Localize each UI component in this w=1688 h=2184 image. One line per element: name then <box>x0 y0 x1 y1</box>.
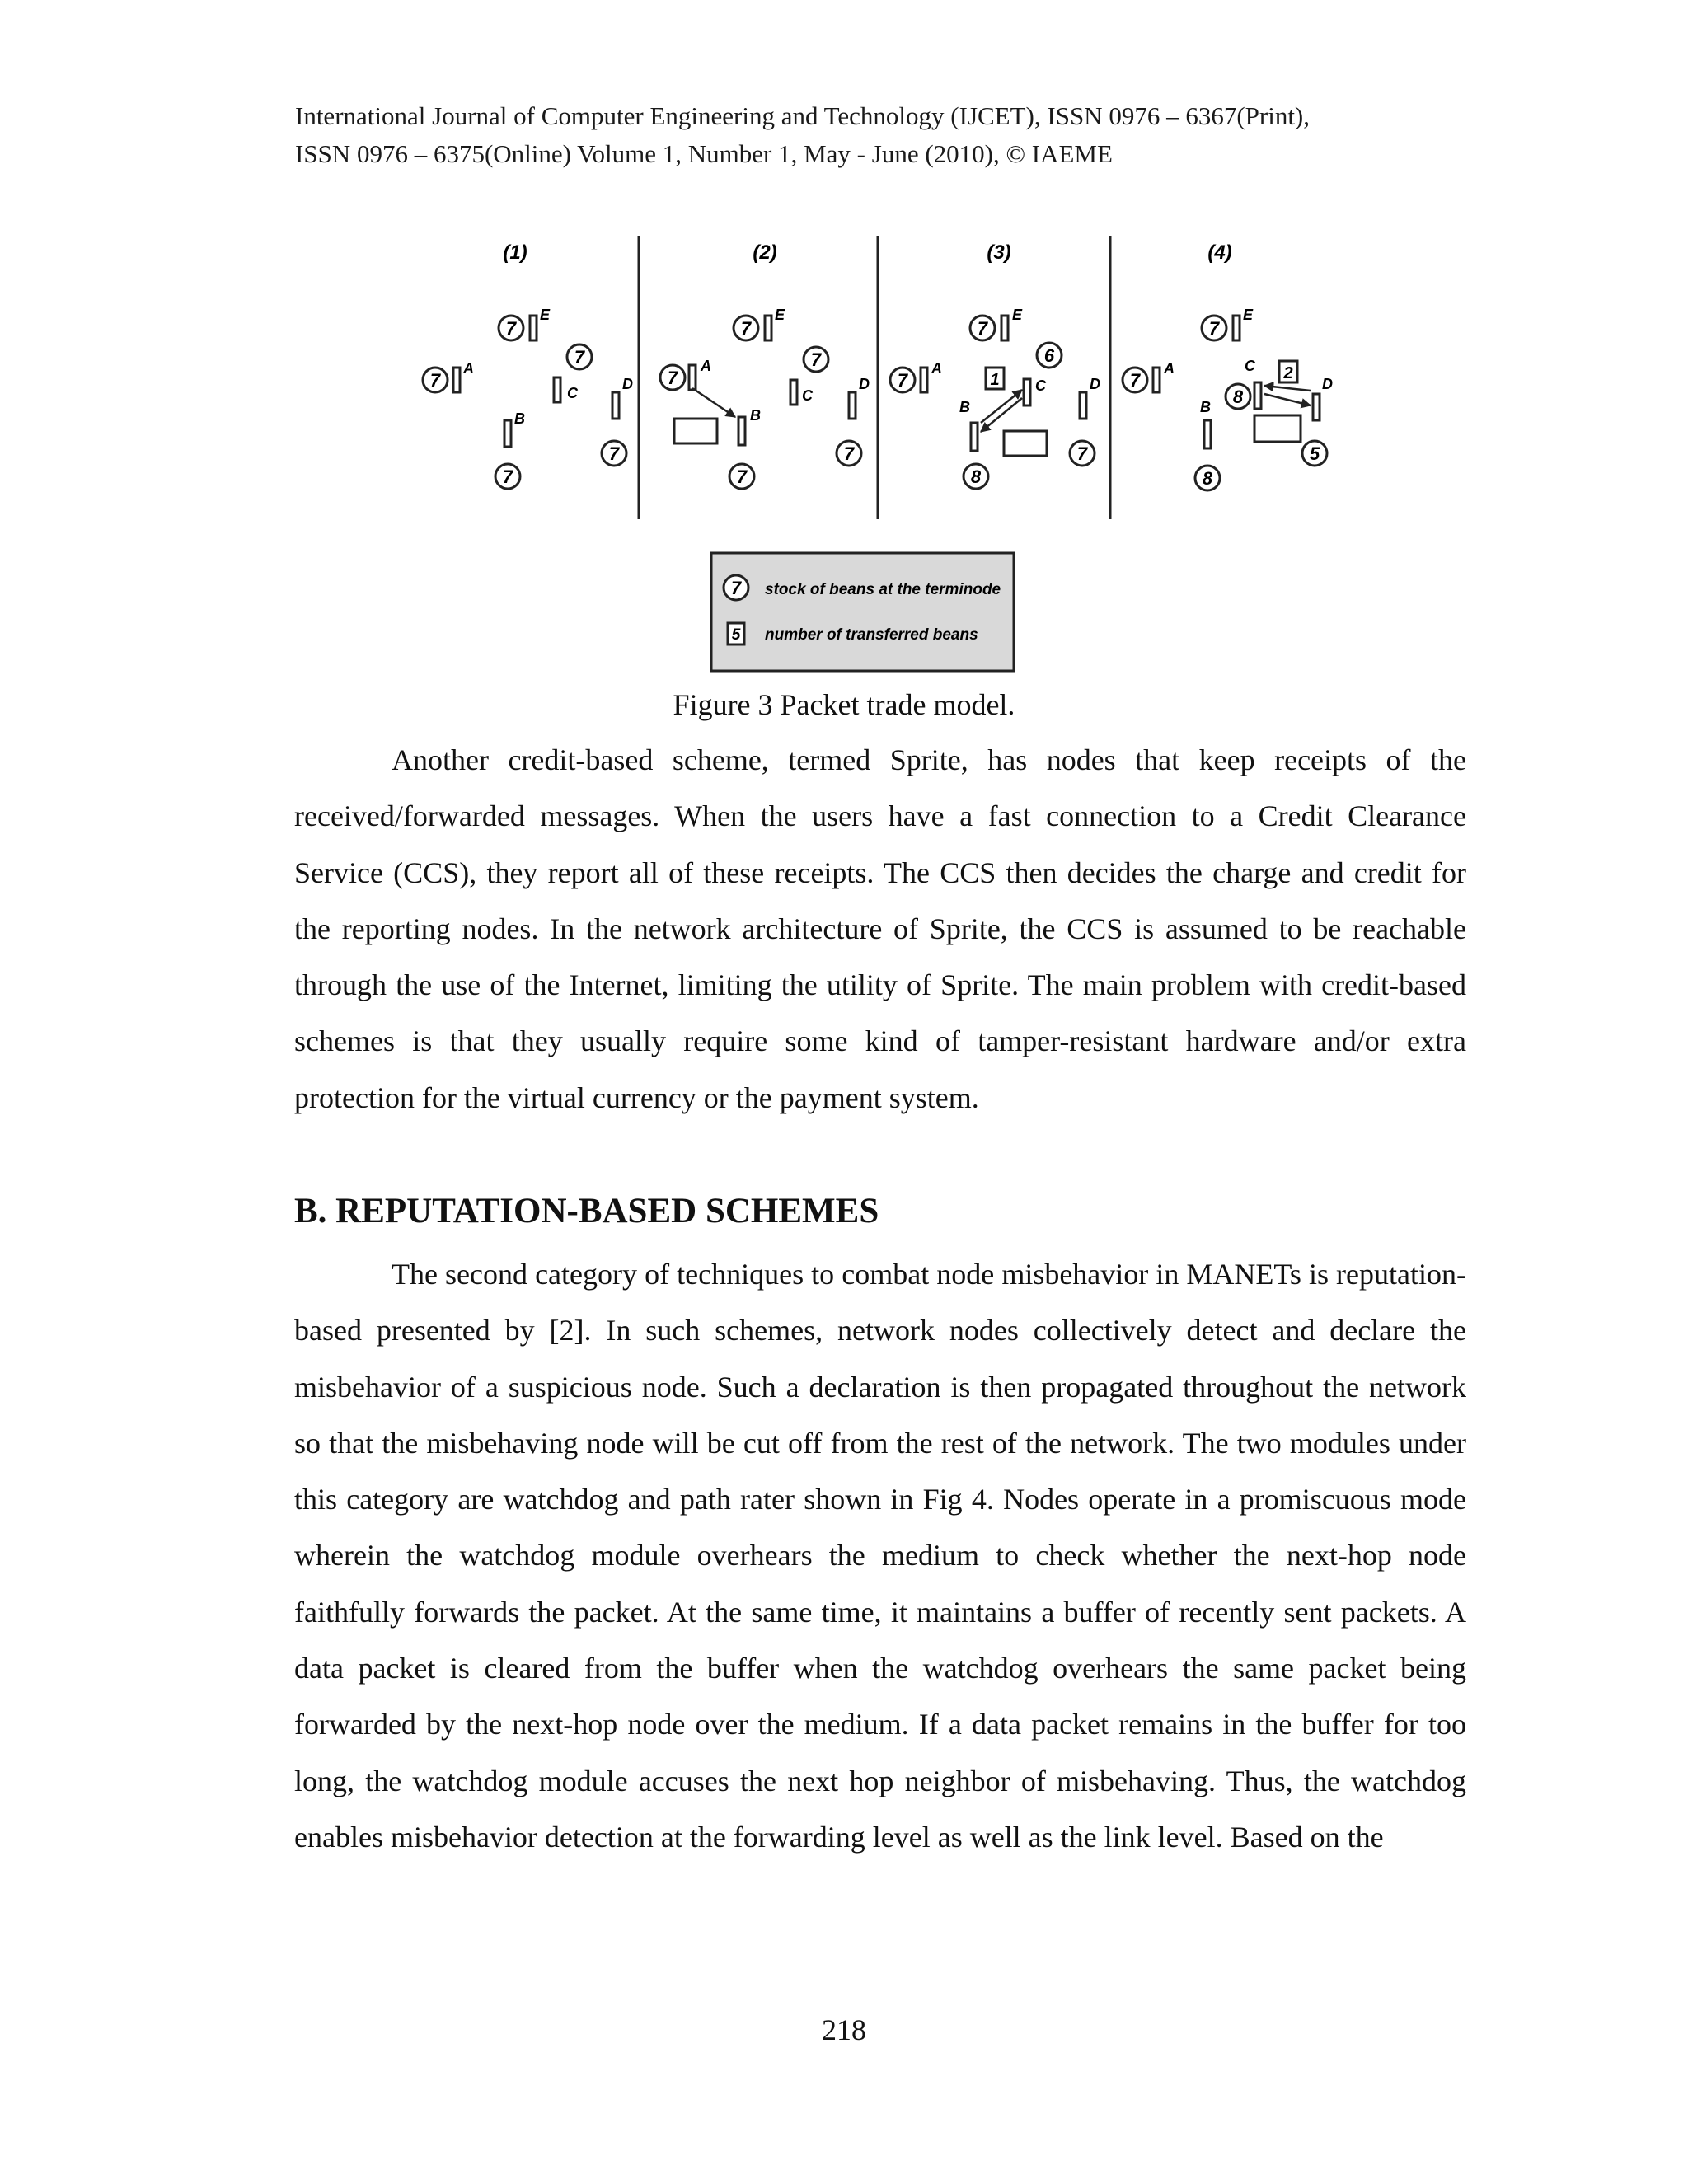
paragraph-sprite <box>294 732 1466 1126</box>
node-stock: 7 <box>429 370 441 391</box>
node-b <box>1195 399 1220 490</box>
node-name: C <box>802 387 813 404</box>
node-name: A <box>463 360 474 377</box>
packet-arrow <box>1264 394 1311 405</box>
packet-trade-figure <box>412 229 1360 691</box>
node-name: C <box>567 385 578 401</box>
bean-arrow <box>981 390 1022 423</box>
node-b <box>495 410 525 489</box>
node-name: D <box>1322 376 1333 392</box>
node-c <box>554 344 592 402</box>
node-stock: 7 <box>608 443 620 464</box>
panel-4 <box>1123 241 1333 490</box>
node-c <box>790 347 828 405</box>
panel-label: (4) <box>1207 241 1232 264</box>
legend-square-entry <box>728 623 978 644</box>
node-name: E <box>1243 307 1254 323</box>
node-stock: 7 <box>1208 318 1220 339</box>
legend-circle-symbol: 7 <box>730 578 742 598</box>
node-name: C <box>1035 377 1046 394</box>
bean-arrow <box>1264 386 1311 391</box>
node-c <box>1024 343 1062 405</box>
node-stock: 7 <box>574 347 585 368</box>
header-line-2: ISSN 0976 – 6375(Online) Volume 1, Number 1, May - June (2010), © IAEME <box>295 139 1113 168</box>
node-stock: 7 <box>977 318 988 339</box>
node-e <box>970 307 1023 340</box>
node-name: B <box>750 407 761 424</box>
node-b <box>729 407 761 489</box>
node-stock: 7 <box>1129 370 1141 391</box>
transferred-count: 2 <box>1283 364 1293 382</box>
node-c <box>1226 358 1261 409</box>
header-line-1: International Journal of Computer Engineering and Technology (IJCET), ISSN 0976 – 6367(Print), <box>295 101 1311 130</box>
figure-legend <box>711 553 1014 671</box>
section-heading: B. REPUTATION-BASED SCHEMES <box>294 1192 879 1230</box>
panel-3 <box>890 241 1100 489</box>
packet-arrow <box>981 398 1022 432</box>
panel-1 <box>423 241 633 489</box>
node-stock: 7 <box>736 466 748 487</box>
node-e <box>499 307 551 340</box>
node-name: B <box>959 399 970 415</box>
node-name: C <box>1245 358 1255 374</box>
node-a <box>890 360 942 392</box>
legend-square-text: number of transferred beans <box>765 626 978 644</box>
node-e <box>734 307 785 340</box>
node-stock: 7 <box>1076 443 1088 464</box>
node-name: E <box>775 307 785 323</box>
legend-square-symbol: 5 <box>731 626 741 644</box>
node-a <box>423 360 474 392</box>
node-name: D <box>622 376 633 392</box>
node-stock: 8 <box>970 466 982 487</box>
node-stock: 7 <box>667 368 678 388</box>
node-stock: 7 <box>843 443 855 464</box>
node-name: A <box>1164 360 1175 377</box>
node-name: B <box>1200 399 1211 415</box>
node-b <box>959 399 988 489</box>
node-stock: 7 <box>897 370 908 391</box>
node-name: E <box>540 307 551 323</box>
page-number: 218 <box>822 2013 866 2046</box>
node-stock: 7 <box>502 466 513 487</box>
node-stock: 8 <box>1202 468 1213 489</box>
node-name: A <box>701 358 711 374</box>
transferred-count: 1 <box>990 371 1000 389</box>
packet-arrow <box>692 388 735 417</box>
node-stock: 5 <box>1309 443 1320 464</box>
node-stock: 7 <box>810 349 822 370</box>
panel-label: (2) <box>753 241 777 264</box>
node-name: E <box>1012 307 1023 323</box>
node-stock: 6 <box>1043 345 1055 366</box>
panel-2 <box>660 241 870 489</box>
node-name: D <box>859 376 870 392</box>
node-e <box>1202 307 1254 340</box>
panel-label: (1) <box>503 241 528 264</box>
packet-box <box>674 419 717 443</box>
paragraph-reputation <box>294 1246 1466 1865</box>
node-a <box>1123 360 1175 392</box>
figure-caption: Figure 3 Packet trade model. <box>673 688 1015 721</box>
node-name: B <box>514 410 525 427</box>
packet-box <box>1254 415 1301 442</box>
legend-circle-text: stock of beans at the terminode <box>765 581 1001 598</box>
node-name: D <box>1090 376 1100 392</box>
node-stock: 7 <box>740 318 752 339</box>
node-a <box>660 358 711 390</box>
node-d <box>602 376 633 466</box>
paragraph-text: The second category of techniques to combat node misbehavior in MANETs is reputation-based presented by [2]. In such schemes, network nodes collectively detect and declare the misbehavior of a suspicious node. Such a declaration is then propagated throughout the network so that the misbehaving node will be cut off from the rest of the network. The two modules under this category are watchdog and path rater shown in Fig 4. Nodes operate in a promiscuous mode wherein the watchdog module overhears the medium to check whether the next-hop node faithfully forwards the packet. At the same time, it maintains a buffer of recently sent packets. A data packet is cleared from the buffer when the watchdog overhears the same packet being forwarded by the next-hop node over the medium. If a data packet remains in the buffer for too long, the watchdog module accuses the next hop neighbor of misbehaving. Thus, the watchdog enables misbehavior detection at the forwarding level as well as the link level. Based on the <box>294 1258 1466 1854</box>
packet-box <box>1004 431 1047 456</box>
node-stock: 8 <box>1232 387 1244 407</box>
running-header <box>295 97 1465 173</box>
panel-label: (3) <box>987 241 1011 264</box>
node-d <box>837 376 870 466</box>
node-stock: 7 <box>505 318 517 339</box>
node-name: A <box>931 360 942 377</box>
node-d <box>1070 376 1100 466</box>
paragraph-text: Another credit-based scheme, termed Sprite, has nodes that keep receipts of the received/forwarded messages. When the users have a fast connection to a Credit Clearance Service (CCS), they report all of these receipts. The CCS then decides the charge and credit for the reporting nodes. In the network architecture of Sprite, the CCS is assumed to be reachable through the use of the Internet, limiting the utility of Sprite. The main problem with credit-based schemes is that they usually require some kind of tamper-resistant hardware and/or extra protection for the virtual currency or the payment system. <box>294 743 1466 1114</box>
